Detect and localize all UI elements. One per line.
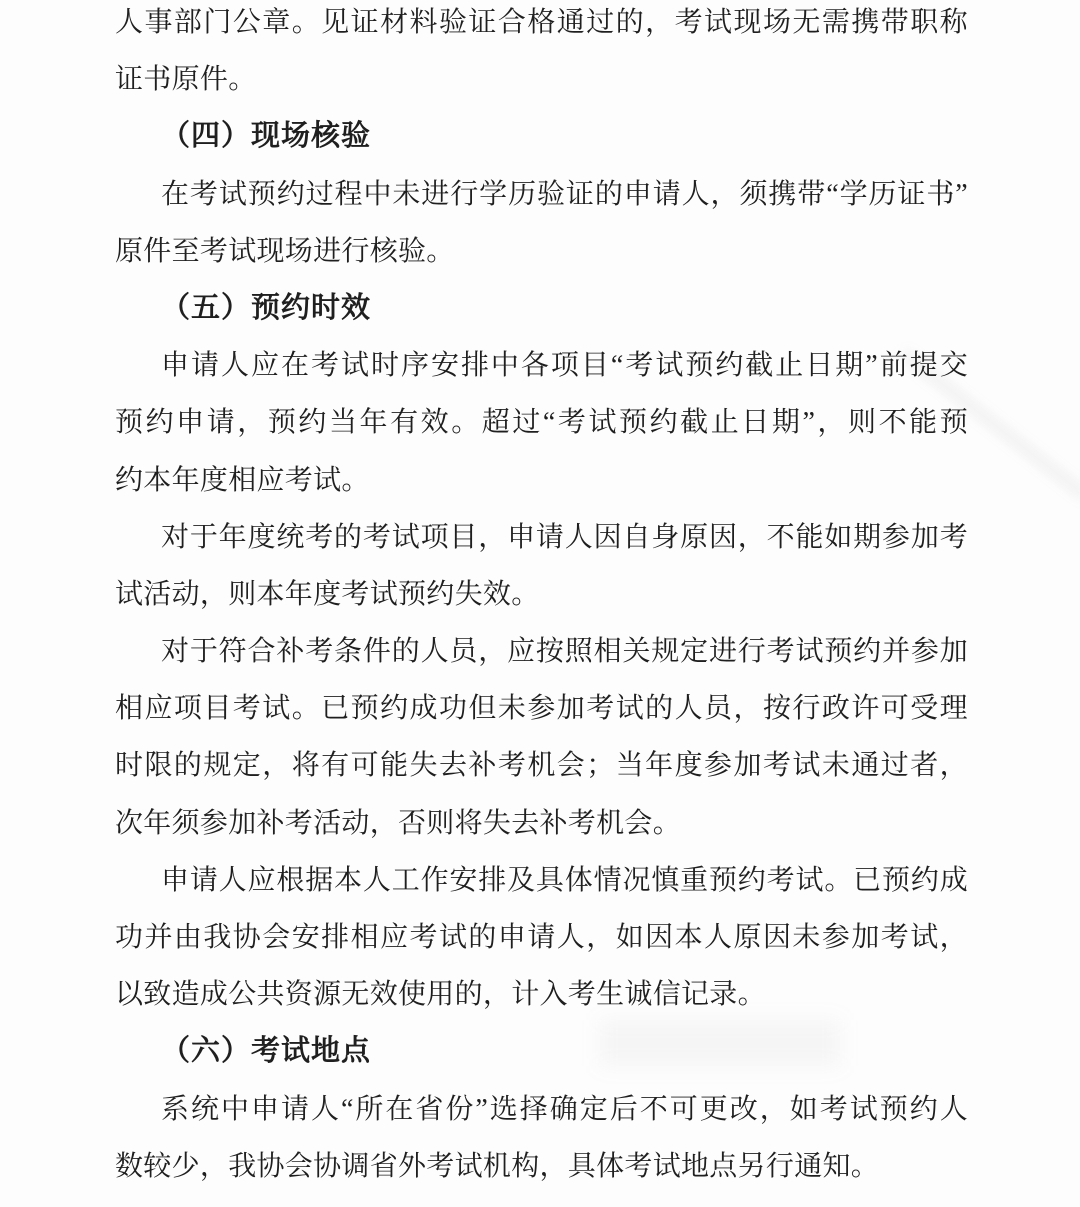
paragraph bbox=[115, 852, 968, 1024]
paragraph bbox=[115, 337, 968, 509]
paragraph bbox=[115, 623, 968, 852]
text-line: 原件至考试现场进行核验。 bbox=[115, 235, 455, 267]
text-line: 系统中申请人“所在省份”选择确定后不可更改，如考试预约人 bbox=[161, 1093, 968, 1125]
paragraph bbox=[115, 509, 968, 623]
paragraph bbox=[115, 1081, 968, 1195]
text-line: 数较少，我协会协调省外考试机构，具体考试地点另行通知。 bbox=[115, 1150, 880, 1182]
section-heading-block bbox=[115, 280, 968, 337]
text-line: 试活动，则本年度考试预约失效。 bbox=[115, 578, 540, 610]
paragraph bbox=[115, 166, 968, 280]
section-heading-block bbox=[115, 1023, 968, 1080]
text-line: 次年须参加补考活动，否则将失去补考机会。 bbox=[115, 807, 682, 839]
text-line: 时限的规定，将有可能失去补考机会；当年度参加考试未通过者， bbox=[115, 750, 968, 782]
text-line: 在考试预约过程中未进行学历验证的申请人，须携带“学历证书” bbox=[161, 178, 968, 210]
text-line: 以致造成公共资源无效使用的，计入考生诚信记录。 bbox=[115, 979, 766, 1011]
text-line: 功并由我协会安排相应考试的申请人，如因本人原因未参加考试， bbox=[115, 922, 968, 953]
text-line: 申请人应根据本人工作安排及具体情况慎重预约考试。已预约成 bbox=[161, 864, 968, 896]
text-line: 对于年度统考的考试项目，申请人因自身原因，不能如期参加考 bbox=[161, 521, 968, 553]
text-line: 人事部门公章。见证材料验证合格通过的，考试现场无需携带职称 bbox=[115, 7, 968, 38]
text-line: 申请人应在考试时序安排中各项目“考试预约截止日期”前提交 bbox=[161, 350, 968, 382]
text-line: 相应项目考试。已预约成功但未参加考试的人员，按行政许可受理 bbox=[115, 693, 968, 725]
section-heading-block bbox=[115, 108, 968, 165]
text-line: 预约申请，预约当年有效。超过“考试预约截止日期”，则不能预 bbox=[115, 407, 968, 439]
paragraph bbox=[115, 0, 968, 108]
section-heading: （五）预约时效 bbox=[161, 291, 372, 324]
text-line: 约本年度相应考试。 bbox=[115, 464, 370, 496]
section-heading: （六）考试地点 bbox=[161, 1035, 372, 1068]
section-heading: （四）现场核验 bbox=[161, 120, 372, 153]
text-line: 证书原件。 bbox=[115, 64, 257, 96]
text-line: 对于符合补考条件的人员，应按照相关规定进行考试预约并参加 bbox=[161, 636, 968, 668]
document-text-block bbox=[115, 0, 968, 1195]
